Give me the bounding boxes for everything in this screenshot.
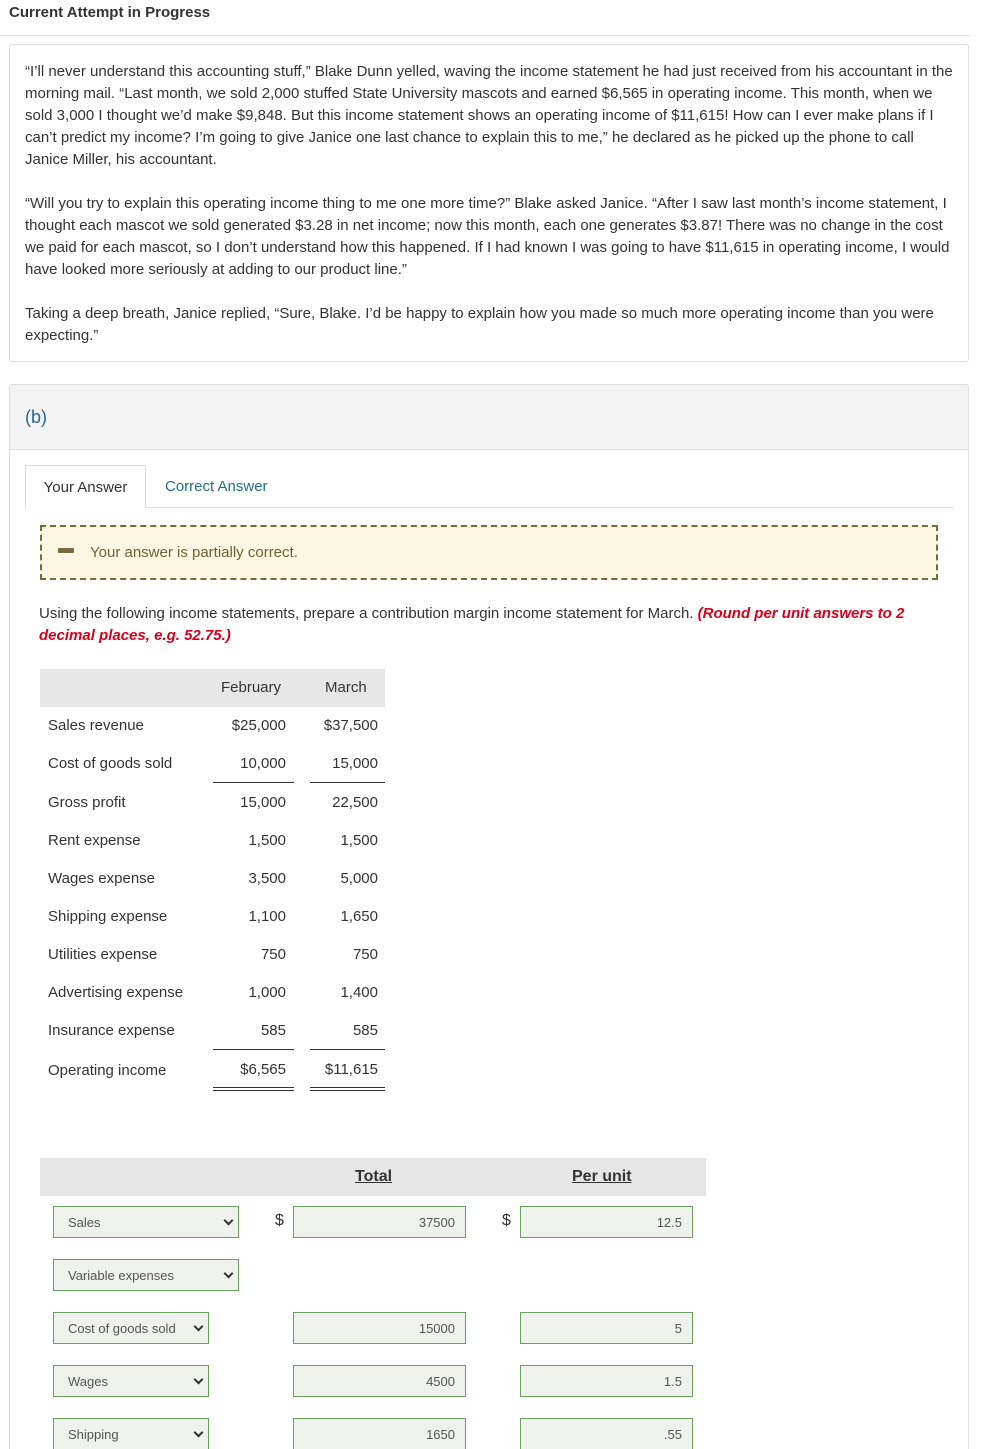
line-item-select-variable-expenses[interactable]: Variable expenses <box>53 1259 239 1291</box>
partial-correct-icon <box>58 548 74 553</box>
wages-total-input[interactable]: 4500 <box>293 1365 466 1397</box>
chevron-down-icon <box>194 1428 204 1438</box>
feb-total-double-underline <box>213 1087 294 1091</box>
feb-advertising: 1,000 <box>248 984 286 1001</box>
row-label-advertising: Advertising expense <box>48 984 184 1001</box>
row-label-sales-revenue: Sales revenue <box>48 717 144 734</box>
feb-utilities: 750 <box>260 946 286 963</box>
chevron-down-icon <box>194 1322 204 1332</box>
shipping-per-unit-input[interactable]: .55 <box>520 1418 693 1449</box>
story-paragraph-3: Taking a deep breath, Janice replied, “Sure, Blake. I’d be happy to explain how you made so much more operating income than you were expecting.” <box>25 305 934 344</box>
mar-cogs: 15,000 <box>332 755 378 772</box>
line-item-select-sales[interactable]: Sales <box>53 1206 239 1238</box>
chevron-down-icon <box>194 1375 204 1385</box>
row-label-gross-profit: Gross profit <box>48 794 126 811</box>
line-item-select-wages[interactable]: Wages <box>53 1365 209 1397</box>
feedback-banner <box>40 525 938 580</box>
tab-correct-answer[interactable]: Correct Answer <box>165 478 268 495</box>
feb-rent: 1,500 <box>248 832 286 849</box>
mar-insurance: 585 <box>352 1022 378 1039</box>
part-header <box>10 385 968 450</box>
instructions <box>39 603 939 647</box>
column-march: March <box>325 679 367 696</box>
story-panel <box>9 44 969 362</box>
mar-wages: 5,000 <box>340 870 378 887</box>
chevron-down-icon <box>224 1269 234 1279</box>
feb-wages: 3,500 <box>248 870 286 887</box>
part-label: (b) <box>25 407 47 427</box>
sales-total-input[interactable]: 37500 <box>293 1206 466 1238</box>
page-title: Current Attempt in Progress <box>9 4 211 21</box>
row-label-utilities: Utilities expense <box>48 946 158 963</box>
mar-total-double-underline <box>310 1087 385 1091</box>
tabs-divider <box>25 507 953 508</box>
row-label-rent: Rent expense <box>48 832 141 849</box>
feb-shipping: 1,100 <box>248 908 286 925</box>
mar-operating-income: $11,615 <box>324 1061 378 1078</box>
mar-advertising: 1,400 <box>340 984 378 1001</box>
tab-your-answer[interactable]: Your Answer <box>25 465 146 508</box>
column-total: Total <box>355 1168 393 1185</box>
row-label-shipping: Shipping expense <box>48 908 168 925</box>
rounding-note: (Round per unit answers to 2 decimal places, e.g. 52.75.) <box>39 605 905 644</box>
row-label-insurance: Insurance expense <box>48 1022 175 1039</box>
row-label-operating-income: Operating income <box>48 1062 167 1079</box>
mar-utilities: 750 <box>352 946 378 963</box>
feb-gross-profit: 15,000 <box>240 794 286 811</box>
mar-sales-revenue: $37,500 <box>323 717 378 734</box>
line-item-select-shipping[interactable]: Shipping <box>53 1418 209 1449</box>
feb-insurance: 585 <box>260 1022 286 1039</box>
story-paragraph-1: “I’ll never understand this accounting stuff,” Blake Dunn yelled, waving the income statement he had just received from his accountant in the morning mail. “Last month, we sold 2,000 stuffed State University mascots and earned $6,565 in operating income. This month, when we sold 3,000 I thought we’d make $9,848. But this income statement shows an operating income of $11,615! How can I ever make plans if I can’t predict my income? I’m going to give Janice one last chance to explain this to me,” he declared as he picked up the phone to call Janice Miller, his accountant. <box>25 63 953 168</box>
row-label-cogs: Cost of goods sold <box>48 755 173 772</box>
column-february: February <box>221 679 282 696</box>
currency-symbol: $ <box>502 1212 511 1229</box>
title-divider <box>0 35 970 36</box>
story-paragraph-2: “Will you try to explain this operating income thing to me one more time?” Blake asked Janice. “After I saw last month’s income statement, I thought each mascot we sold generated $3.28 in net income; now this month, each one generates $3.87! There was no change in the cost we paid for each mascot, so I don’t understand how this happened. If I had known I was going to have $11,615 in operating income, I would have looked more seriously at adding to our product line.” <box>25 195 950 278</box>
row-label-wages: Wages expense <box>48 870 156 887</box>
mar-gross-profit: 22,500 <box>332 794 378 811</box>
mar-rent: 1,500 <box>340 832 378 849</box>
feedback-message: Your answer is partially correct. <box>90 544 298 561</box>
feb-insurance-underline <box>213 1049 294 1050</box>
mar-insurance-underline <box>310 1049 385 1050</box>
cogs-per-unit-input[interactable]: 5 <box>520 1312 693 1344</box>
feb-sales-revenue: $25,000 <box>231 717 286 734</box>
feb-operating-income: $6,565 <box>240 1061 286 1078</box>
wages-per-unit-input[interactable]: 1.5 <box>520 1365 693 1397</box>
cogs-total-input[interactable]: 15000 <box>293 1312 466 1344</box>
instructions-text: Using the following income statements, prepare a contribution margin income statement for March. <box>39 605 694 622</box>
mar-cogs-underline <box>310 782 385 783</box>
line-item-select-cogs[interactable]: Cost of goods sold <box>53 1312 209 1344</box>
sales-per-unit-input[interactable]: 12.5 <box>520 1206 693 1238</box>
feb-cogs-underline <box>213 782 294 783</box>
column-per-unit: Per unit <box>572 1168 632 1185</box>
feb-cogs: 10,000 <box>240 755 286 772</box>
mar-shipping: 1,650 <box>340 908 378 925</box>
shipping-total-input[interactable]: 1650 <box>293 1418 466 1449</box>
currency-symbol: $ <box>275 1212 284 1229</box>
chevron-down-icon <box>224 1216 234 1226</box>
